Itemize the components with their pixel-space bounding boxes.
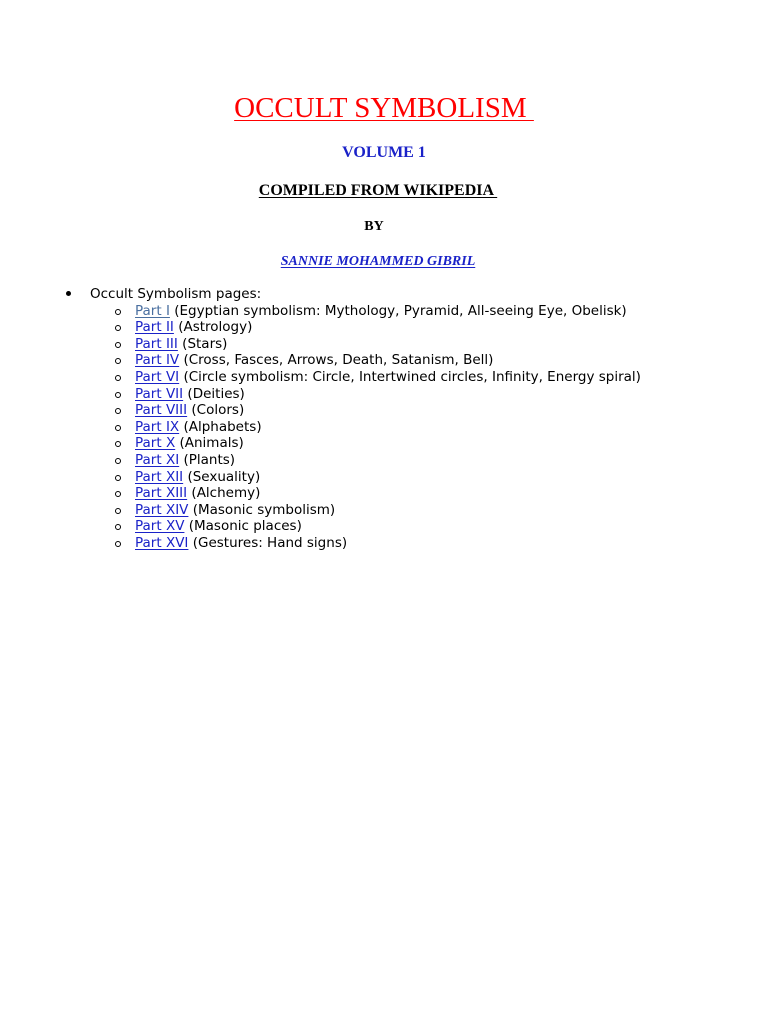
part-description: (Alchemy): [187, 485, 261, 502]
part-description: (Cross, Fasces, Arrows, Death, Satanism, Bell): [179, 352, 494, 369]
parts-sublist: [90, 303, 641, 552]
circle-bullet-icon: [115, 425, 121, 431]
part-link[interactable]: Part IX: [135, 418, 180, 435]
pages-list: [66, 286, 641, 552]
part-description: (Gestures: Hand signs): [188, 534, 348, 551]
volume-label: VOLUME 1: [342, 144, 426, 161]
circle-bullet-icon: [115, 508, 121, 514]
part-link[interactable]: Part VII: [135, 385, 184, 402]
part-list-item: [90, 402, 641, 419]
circle-bullet-icon: [115, 441, 121, 447]
circle-bullet-icon: [115, 392, 121, 398]
part-description: (Astrology): [173, 319, 253, 336]
part-link[interactable]: Part VI: [135, 368, 180, 385]
part-list-item: [90, 502, 641, 519]
part-list-item: [90, 469, 641, 486]
circle-bullet-icon: [115, 475, 121, 481]
part-list-item: [90, 336, 641, 353]
document-title: OCCULT SYMBOLISM: [234, 92, 534, 124]
part-description: (Plants): [179, 451, 236, 468]
part-link[interactable]: Part I: [135, 302, 170, 319]
part-description: (Egyptian symbolism: Mythology, Pyramid, All-seeing Eye, Obelisk): [169, 302, 627, 319]
part-list-item: [90, 485, 641, 502]
part-list-item: [90, 518, 641, 535]
part-link[interactable]: Part III: [135, 335, 178, 352]
part-link[interactable]: Part II: [135, 319, 174, 336]
part-link[interactable]: Part XVI: [135, 534, 189, 551]
part-list-item: [90, 352, 641, 369]
part-link[interactable]: Part XI: [135, 451, 180, 468]
circle-bullet-icon: [115, 524, 121, 530]
part-description: (Circle symbolism: Circle, Intertwined circles, Infinity, Energy spiral): [179, 368, 641, 385]
circle-bullet-icon: [115, 375, 121, 381]
circle-bullet-icon: [115, 309, 121, 315]
part-list-item: [90, 319, 641, 336]
bullet-icon: [66, 291, 71, 296]
part-list-item: [90, 419, 641, 436]
part-description: (Stars): [177, 335, 228, 352]
pages-list-heading: Occult Symbolism pages:: [90, 286, 262, 302]
part-description: (Masonic places): [184, 518, 302, 535]
circle-bullet-icon: [115, 458, 121, 464]
part-link[interactable]: Part XV: [135, 518, 185, 535]
circle-bullet-icon: [115, 408, 121, 414]
part-link[interactable]: Part XIV: [135, 501, 189, 518]
circle-bullet-icon: [115, 491, 121, 497]
part-link[interactable]: Part X: [135, 435, 176, 452]
author-link[interactable]: SANNIE MOHAMMED GIBRIL: [280, 254, 476, 269]
part-link[interactable]: Part VIII: [135, 402, 188, 419]
part-description: (Alphabets): [179, 418, 262, 435]
compiled-from-label: COMPILED FROM WIKIPEDIA: [258, 182, 498, 199]
by-label: BY: [364, 219, 384, 234]
part-description: (Masonic symbolism): [188, 501, 336, 518]
part-description: (Colors): [187, 402, 245, 419]
part-list-item: [90, 303, 641, 320]
circle-bullet-icon: [115, 325, 121, 331]
part-description: (Sexuality): [183, 468, 261, 485]
part-list-item: [90, 386, 641, 403]
circle-bullet-icon: [115, 541, 121, 547]
part-list-item: [90, 369, 641, 386]
part-link[interactable]: Part IV: [135, 352, 180, 369]
part-list-item: [90, 435, 641, 452]
part-list-item: [90, 535, 641, 552]
part-description: (Deities): [183, 385, 245, 402]
circle-bullet-icon: [115, 358, 121, 364]
part-list-item: [90, 452, 641, 469]
part-description: (Animals): [175, 435, 244, 452]
part-link[interactable]: Part XII: [135, 468, 184, 485]
pages-list-item: [66, 286, 641, 552]
part-link[interactable]: Part XIII: [135, 485, 188, 502]
circle-bullet-icon: [115, 342, 121, 348]
